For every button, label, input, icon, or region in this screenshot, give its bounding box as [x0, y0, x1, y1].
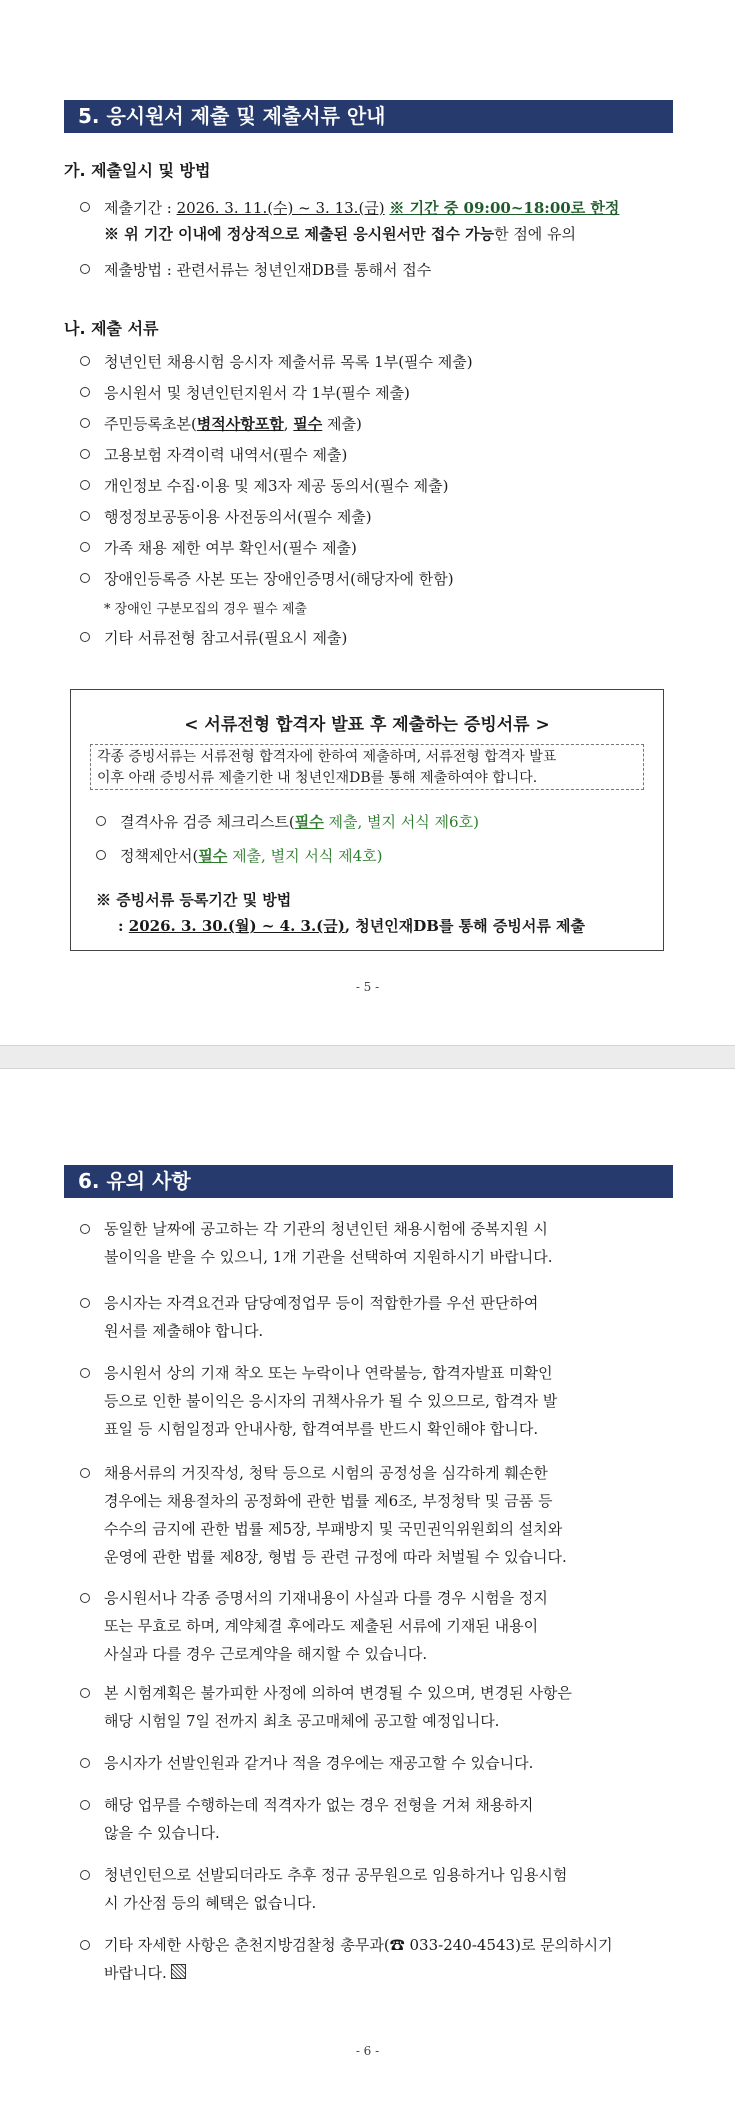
disability-note: * 장애인 구분모집의 경우 필수 제출 — [104, 602, 307, 617]
circle-bullet-icon — [80, 449, 90, 459]
evidence-box-title: < 서류전형 합격자 발표 후 제출하는 증빙서류 > — [184, 715, 550, 735]
notice-item: 동일한 날짜에 공고하는 각 기관의 청년인턴 채용시험에 중복지원 시 불이익을 받을 수 있으니, 1개 기관을 선택하여 지원하시기 바랍니다. — [80, 1215, 670, 1271]
notice-item: 기타 자세한 사항은 춘천지방검찰청 총무과(☎ 033-240-4543)로 문의하시기 바랍니다. — [80, 1931, 670, 1987]
period-time-note: ※ 기간 중 09:00~18:00로 한정 — [389, 199, 620, 217]
circle-bullet-icon — [80, 356, 90, 366]
circle-bullet-icon — [80, 418, 90, 428]
list-item-doc: 행정정보공동이용 사전동의서(필수 제출) — [80, 507, 372, 527]
list-item-doc: 기타 서류전형 참고서류(필요시 제출) — [80, 628, 347, 648]
notice-item: 청년인턴으로 선발되더라도 추후 정규 공무원으로 임용하거나 임용시험 시 가산점 등의 혜택은 없습니다. — [80, 1861, 670, 1917]
notice-item: 채용서류의 거짓작성, 청탁 등으로 시험의 공정성을 심각하게 훼손한 경우에는 채용절차의 공정화에 관한 법률 제6조, 부정청탁 및 금품 등 수수의 금지에 관한 법률 제5장, 부패방지 및 국민권익위원회의 설치와 운영에 관한 법률 제8장, 형법 등 관련 규정에 따라 처벌될 수 있습니다. — [80, 1459, 670, 1571]
subheading-submission-period: 가. 제출일시 및 방법 — [64, 161, 211, 180]
circle-bullet-icon — [80, 1224, 90, 1234]
notice-item: 해당 업무를 수행하는데 적격자가 없는 경우 전형을 거쳐 채용하지 않을 수 있습니다. — [80, 1791, 670, 1847]
page-5 — [0, 0, 735, 1045]
notice-item: 본 시험계획은 불가피한 사정에 의하여 변경될 수 있으며, 변경된 사항은 해당 시험일 7일 전까지 최초 공고매체에 공고할 예정입니다. — [80, 1679, 670, 1735]
page-number: - 6 - — [355, 2044, 380, 2058]
notice-item: 응시자는 자격요건과 담당예정업무 등이 적합한가를 우선 판단하여 원서를 제출해야 합니다. — [80, 1289, 670, 1345]
notice-item: 응시자가 선발인원과 같거나 적을 경우에는 재공고할 수 있습니다. — [80, 1749, 670, 1777]
circle-bullet-icon — [80, 387, 90, 397]
notice-item: 응시원서 상의 기재 착오 또는 누락이나 연락불능, 합격자발표 미확인 등으로 인한 불이익은 응시자의 귀책사유가 될 수 있으므로, 합격자 발 표일 등 시험일정과 안내사항, 합격여부를 반드시 확인해야 합니다. — [80, 1359, 670, 1443]
circle-bullet-icon — [80, 632, 90, 642]
page-6 — [0, 1069, 735, 2108]
circle-bullet-icon — [80, 511, 90, 521]
subheading-documents: 나. 제출 서류 — [64, 319, 159, 338]
circle-bullet-icon — [80, 573, 90, 583]
circle-bullet-icon — [80, 1870, 90, 1880]
list-item-doc: 응시원서 및 청년인턴지원서 각 1부(필수 제출) — [80, 383, 410, 403]
circle-bullet-icon — [96, 816, 106, 826]
evidence-box-description: 각종 증빙서류는 서류전형 합격자에 한하여 제출하며, 서류전형 합격자 발표 이후 아래 증빙서류 제출기한 내 청년인재DB를 통해 제출하여야 합니다. — [90, 744, 644, 790]
circle-bullet-icon — [80, 1368, 90, 1378]
period-warning: ※ 위 기간 이내에 정상적으로 제출된 응시원서만 접수 가능한 점에 유의 — [104, 225, 577, 243]
list-item-method: 제출방법 : 관련서류는 청년인재DB를 통해서 접수 — [80, 260, 431, 280]
evidence-period-title: ※ 증빙서류 등록기간 및 방법 — [96, 891, 292, 909]
circle-bullet-icon — [80, 480, 90, 490]
list-item-period: 제출기간 : 2026. 3. 11.(수) ~ 3. 13.(금) ※ 기간 중 09:00~18:00로 한정 — [80, 198, 619, 218]
circle-bullet-icon — [80, 1593, 90, 1603]
circle-bullet-icon — [80, 1800, 90, 1810]
list-item-doc: 장애인등록증 사본 또는 장애인증명서(해당자에 한함) — [80, 569, 454, 589]
list-item-doc: 개인정보 수집·이용 및 제3자 제공 동의서(필수 제출) — [80, 476, 448, 496]
circle-bullet-icon — [96, 850, 106, 860]
circle-bullet-icon — [80, 542, 90, 552]
end-mark-icon — [171, 1964, 186, 1979]
evidence-item: 결격사유 검증 체크리스트(필수 제출, 별지 서식 제6호) — [96, 812, 479, 832]
page-separator — [0, 1045, 735, 1069]
notice-item: 응시원서나 각종 증명서의 기재내용이 사실과 다를 경우 시험을 정지 또는 무효로 하며, 계약체결 후에라도 제출된 서류에 기재된 내용이 사실과 다를 경우 근로계약을 해지할 수 있습니다. — [80, 1584, 670, 1668]
evidence-period: : 2026. 3. 30.(월) ~ 4. 3.(금), 청년인재DB를 통해 증빙서류 제출 — [118, 917, 586, 935]
circle-bullet-icon — [80, 1688, 90, 1698]
evidence-item: 정책제안서(필수 제출, 별지 서식 제4호) — [96, 846, 382, 866]
circle-bullet-icon — [80, 1298, 90, 1308]
list-item-doc: 청년인턴 채용시험 응시자 제출서류 목록 1부(필수 제출) — [80, 352, 473, 372]
section-6-title: 6. 유의 사항 — [64, 1165, 673, 1198]
section-5-title: 5. 응시원서 제출 및 제출서류 안내 — [64, 100, 673, 133]
circle-bullet-icon — [80, 1468, 90, 1478]
circle-bullet-icon — [80, 1758, 90, 1768]
evidence-documents-box — [70, 689, 664, 951]
list-item-doc: 주민등록초본(병적사항포함, 필수 제출) — [80, 414, 362, 434]
list-item-doc: 가족 채용 제한 여부 확인서(필수 제출) — [80, 538, 357, 558]
page-number: - 5 - — [355, 980, 380, 994]
list-item-doc: 고용보험 자격이력 내역서(필수 제출) — [80, 445, 347, 465]
circle-bullet-icon — [80, 202, 90, 212]
circle-bullet-icon — [80, 264, 90, 274]
circle-bullet-icon — [80, 1940, 90, 1950]
